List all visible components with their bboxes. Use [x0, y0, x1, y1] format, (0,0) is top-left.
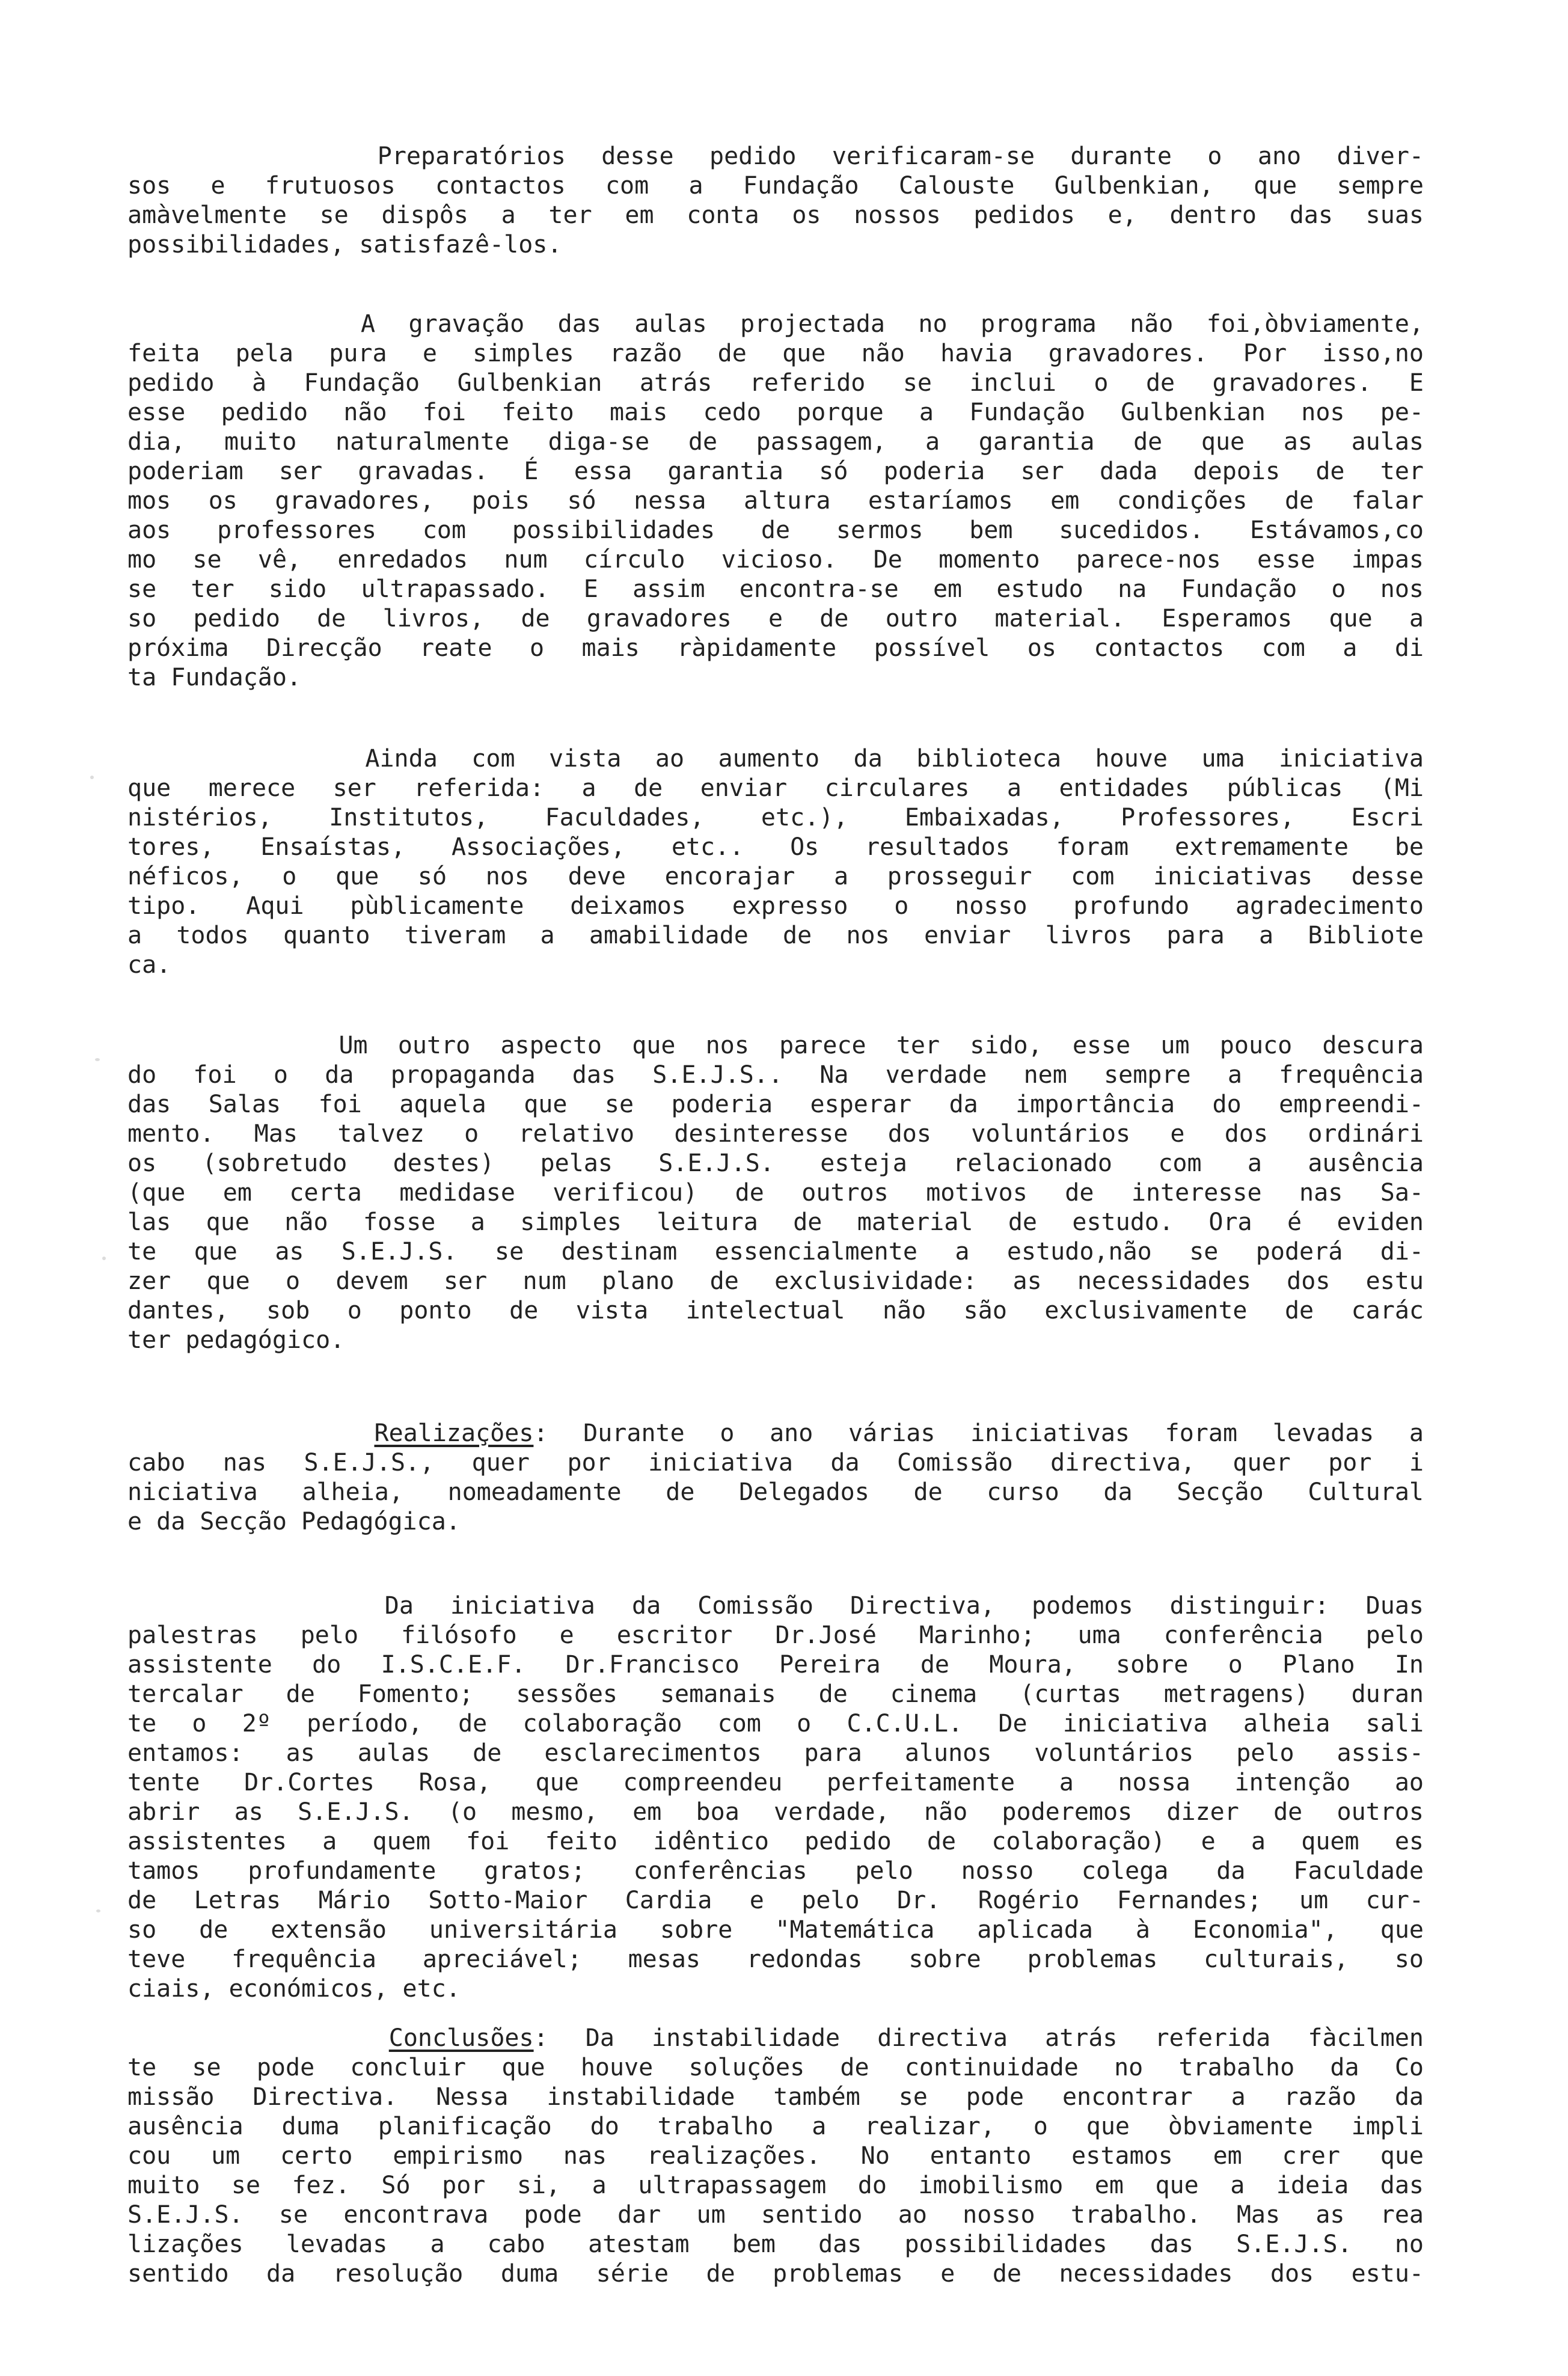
text-line: nistérios, Institutos, Faculdades, etc.), Embaixadas, Professores, Escri	[127, 804, 1424, 831]
text-line: palestras pelo filósofo e escritor Dr.José Marinho; uma conferência pelo	[127, 1621, 1424, 1649]
text-line: aos professores com possibilidades de sermos bem sucedidos. Estávamos,co	[127, 516, 1424, 544]
text-line: Ainda com vista ao aumento da biblioteca houve uma iniciativa	[127, 745, 1424, 773]
text-line: pedido à Fundação Gulbenkian atrás referido se inclui o de gravadores. E	[127, 369, 1424, 397]
text-line: muito se fez. Só por si, a ultrapassagem do imobilismo em que a ideia das	[127, 2172, 1424, 2199]
text-line: os (sobretudo destes) pelas S.E.J.S. esteja relacionado com a ausência	[127, 1150, 1424, 1177]
scan-speckle	[96, 1909, 100, 1912]
text-fragment: : Durante o ano várias iniciativas foram levadas a	[533, 1419, 1424, 1447]
paragraph-realizacoes	[127, 1419, 1424, 1537]
text-line: (que em certa medidase verificou) de outros motivos de interesse nas Sa-	[127, 1179, 1424, 1207]
text-line: mos os gravadores, pois só nessa altura estaríamos em condições de falar	[127, 487, 1424, 515]
text-line: se ter sido ultrapassado. E assim encontra-se em estudo na Fundação o nos	[127, 575, 1424, 603]
text-line: e da Secção Pedagógica.	[127, 1508, 461, 1536]
text-fragment: : Da instabilidade directiva atrás referida fàcilmen	[533, 2024, 1424, 2052]
text-line: zer que o devem ser num plano de exclusividade: as necessidades dos estu	[127, 1267, 1424, 1295]
text-line: A gravação das aulas projectada no programa não foi,òbviamente,	[127, 310, 1424, 338]
scan-speckle	[95, 1058, 100, 1061]
text-line: abrir as S.E.J.S. (o mesmo, em boa verdade, não poderemos dizer de outros	[127, 1798, 1424, 1826]
text-line: sos e frutuosos contactos com a Fundação Calouste Gulbenkian, que sempre	[127, 172, 1424, 200]
text-line: assistentes a quem foi feito idêntico pedido de colaboração) e a quem es	[127, 1828, 1424, 1855]
text-line: las que não fosse a simples leitura de material de estudo. Ora é eviden	[127, 1208, 1424, 1236]
text-line: tores, Ensaístas, Associações, etc.. Os resultados foram extremamente be	[127, 833, 1424, 861]
text-line: te se pode concluir que houve soluções de continuidade no trabalho da Co	[127, 2054, 1424, 2081]
text-line: a todos quanto tiveram a amabilidade de nos enviar livros para a Bibliote	[127, 922, 1424, 949]
text-line: so pedido de livros, de gravadores e de outro material. Esperamos que a	[127, 605, 1424, 632]
text-line: tente Dr.Cortes Rosa, que compreendeu perfeitamente a nossa intenção ao	[127, 1769, 1424, 1796]
text-line: mento. Mas talvez o relativo desinteresse dos voluntários e dos ordinári	[127, 1120, 1424, 1148]
text-line: ter pedagógico.	[127, 1326, 345, 1354]
text-line: sentido da resolução duma série de problemas e de necessidades dos estu-	[127, 2260, 1424, 2288]
text-line: do foi o da propaganda das S.E.J.S.. Na verdade nem sempre a frequência	[127, 1061, 1424, 1089]
paragraph-gravacao	[127, 310, 1424, 693]
text-line: de Letras Mário Sotto-Maior Cardia e pelo Dr. Rogério Fernandes; um cur-	[127, 1887, 1424, 1914]
paragraph-propaganda	[127, 1031, 1424, 1355]
text-line: poderiam ser gravadas. É essa garantia só poderia ser dada depois de ter	[127, 458, 1424, 485]
text-line: te o 2º período, de colaboração com o C.C.U.L. De iniciativa alheia sali	[127, 1710, 1424, 1738]
text-line: tercalar de Fomento; sessões semanais de cinema (curtas metragens) duran	[127, 1680, 1424, 1708]
text-line: amàvelmente se dispôs a ter em conta os nossos pedidos e, dentro das suas	[127, 201, 1424, 229]
text-line: Preparatórios desse pedido verificaram-se durante o ano diver-	[127, 142, 1424, 170]
text-line: ta Fundação.	[127, 664, 301, 691]
text-line: missão Directiva. Nessa instabilidade também se pode encontrar a razão da	[127, 2083, 1424, 2111]
text-line	[127, 1419, 1424, 1448]
text-line: entamos: as aulas de esclarecimentos para alunos voluntários pelo assis-	[127, 1739, 1424, 1767]
text-line: próxima Direcção reate o mais ràpidamente possível os contactos com a di	[127, 634, 1424, 662]
paragraph-biblioteca	[127, 744, 1424, 980]
text-line	[127, 2024, 1424, 2053]
text-line: ca.	[127, 951, 171, 979]
section-heading-realizacoes: Realizações	[374, 1419, 534, 1447]
text-line: teve frequência apreciável; mesas redondas sobre problemas culturais, so	[127, 1946, 1424, 1973]
text-line: tamos profundamente gratos; conferências pelo nosso colega da Faculdade	[127, 1857, 1424, 1885]
text-line: possibilidades, satisfazê-los.	[127, 231, 562, 259]
paragraph-conclusoes	[127, 2024, 1424, 2289]
text-line: dia, muito naturalmente diga-se de passagem, a garantia de que as aulas	[127, 428, 1424, 456]
section-heading-conclusoes: Conclusões	[388, 2024, 534, 2052]
scan-speckle	[90, 776, 94, 779]
text-line: cou um certo empirismo nas realizações. No entanto estamos em crer que	[127, 2142, 1424, 2170]
text-line: Da iniciativa da Comissão Directiva, podemos distinguir: Duas	[127, 1592, 1424, 1620]
text-line: das Salas foi aquela que se poderia esperar da importância do empreendi-	[127, 1091, 1424, 1118]
text-line: Um outro aspecto que nos parece ter sido, esse um pouco descura	[127, 1032, 1424, 1059]
text-line: tipo. Aqui pùblicamente deixamos expresso o nosso profundo agradecimento	[127, 892, 1424, 920]
text-line: néficos, o que só nos deve encorajar a prosseguir com iniciativas desse	[127, 863, 1424, 890]
text-line: mo se vê, enredados num círculo vicioso. De momento parece-nos esse impas	[127, 546, 1424, 574]
text-line: cabo nas S.E.J.S., quer por iniciativa da Comissão directiva, quer por i	[127, 1449, 1424, 1477]
text-line: lizações levadas a cabo atestam bem das possibilidades das S.E.J.S. no	[127, 2231, 1424, 2258]
paragraph-preparatorios	[127, 142, 1424, 260]
text-line: ciais, económicos, etc.	[127, 1975, 461, 2003]
paragraph-iniciativa	[127, 1591, 1424, 2004]
scan-speckle	[102, 1257, 106, 1260]
text-line: esse pedido não foi feito mais cedo porque a Fundação Gulbenkian nos pe-	[127, 399, 1424, 426]
text-line: feita pela pura e simples razão de que não havia gravadores. Por isso,no	[127, 340, 1424, 367]
text-line: assistente do I.S.C.E.F. Dr.Francisco Pereira de Moura, sobre o Plano In	[127, 1651, 1424, 1679]
text-line: niciativa alheia, nomeadamente de Delegados de curso da Secção Cultural	[127, 1478, 1424, 1506]
text-line: te que as S.E.J.S. se destinam essencialmente a estudo,não se poderá di-	[127, 1238, 1424, 1266]
text-line: que merece ser referida: a de enviar circulares a entidades públicas (Mi	[127, 774, 1424, 802]
text-line: dantes, sob o ponto de vista intelectual não são exclusivamente de carác	[127, 1297, 1424, 1324]
text-line: so de extensão universitária sobre "Matemática aplicada à Economia", que	[127, 1916, 1424, 1944]
text-line: S.E.J.S. se encontrava pode dar um sentido ao nosso trabalho. Mas as rea	[127, 2201, 1424, 2229]
text-line: ausência duma planificação do trabalho a realizar, o que òbviamente impli	[127, 2113, 1424, 2140]
